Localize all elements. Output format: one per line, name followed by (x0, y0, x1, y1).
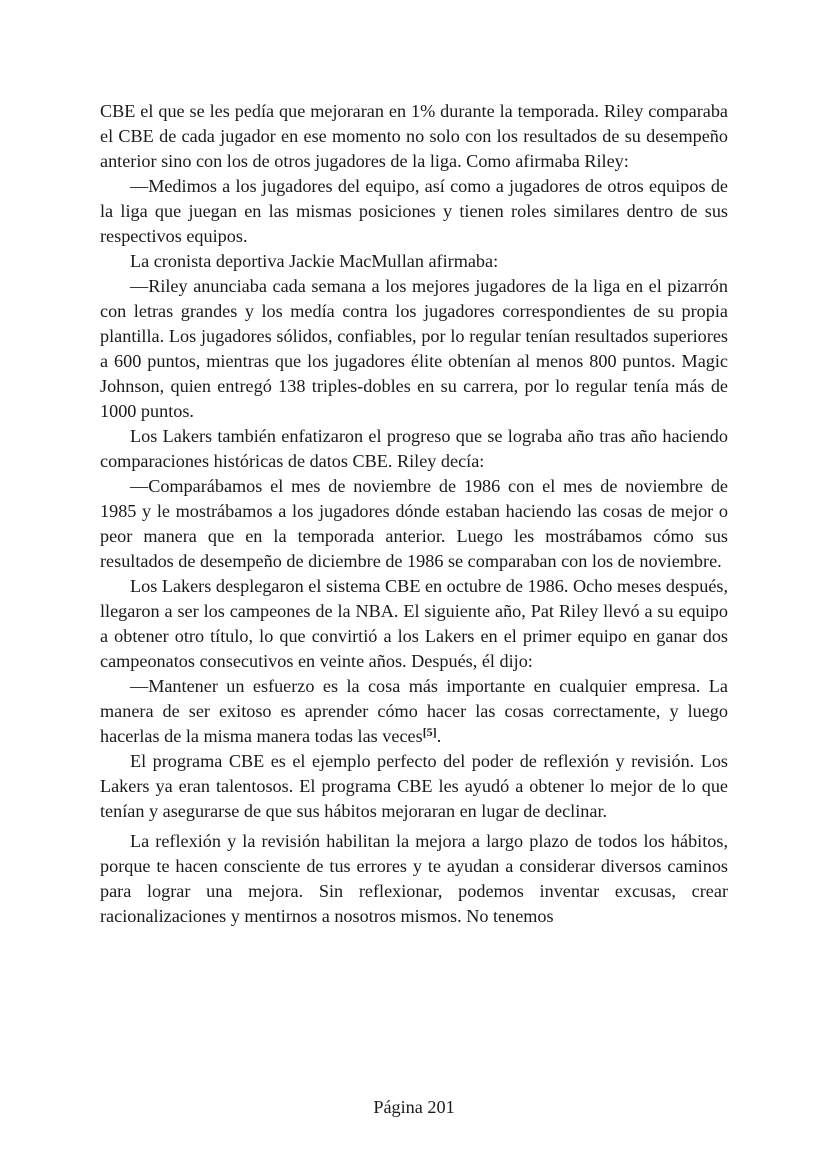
quote-paragraph: —Riley anunciaba cada semana a los mejores jugadores de la liga en el pizarrón con letras grandes y los medía contra los jugadores correspondientes de su propia plantilla. Los jugadores sólidos, confiables, por lo regular tenían resultados superiores a 600 puntos, mientras que los jugadores élite obtenían al menos 800 puntos. Magic Johnson, quien entregó 138 triples-dobles en su carrera, por lo regular tenía más de 1000 puntos. (100, 276, 728, 421)
quote-paragraph: —Comparábamos el mes de noviembre de 1986 con el mes de noviembre de 1985 y le mostrábamos a los jugadores dónde estaban haciendo las cosas de mejor o peor manera que en la temporada anterior. Luego les mostrábamos cómo sus resultados de desempeño de diciembre de 1986 se comparaban con los de noviembre. (100, 476, 728, 571)
quote-paragraph: —Medimos a los jugadores del equipo, así como a jugadores de otros equipos de la liga que juegan en las mismas posiciones y tienen roles similares dentro de sus respectivos equipos. (100, 176, 728, 246)
paragraph: La cronista deportiva Jackie MacMullan afirmaba: (130, 251, 499, 271)
footnote-tail: . (436, 726, 442, 746)
footnote-reference[interactable]: [5] (422, 725, 437, 739)
paragraph: Los Lakers desplegaron el sistema CBE en octubre de 1986. Ocho meses después, llegaron a ser los campeones de la NBA. El siguiente año, Pat Riley llevó a su equipo a obtener otro título, lo que convirtió a los Lakers en el primer equipo en ganar dos campeonatos consecutivos en veinte años. Después, él dijo: (100, 576, 729, 671)
paragraph: Los Lakers también enfatizaron el progreso que se lograba año tras año haciendo comparaciones históricas de datos CBE. Riley decía: (100, 426, 728, 471)
paragraph: El programa CBE es el ejemplo perfecto del poder de reflexión y revisión. Los Lakers ya eran talentosos. El programa CBE les ayudó a obtener lo mejor de lo que tenían y asegurarse de que sus hábitos mejoraran en lugar de declinar. (100, 751, 728, 821)
quote-paragraph (100, 674, 728, 749)
quote-text: —Mantener un esfuerzo es la cosa más importante en cualquier empresa. La manera de ser exitoso es aprender cómo hacer las cosas correctamente, y luego hacerlas de la misma manera todas las veces (100, 676, 728, 746)
paragraph: CBE el que se les pedía que mejoraran en 1% durante la temporada. Riley comparaba el CBE de cada jugador en ese momento no solo con los resultados de su desempeño anterior sino con los de otros jugadores de la liga. Como afirmaba Riley: (100, 101, 728, 171)
page-number: Página 201 (373, 1097, 455, 1117)
body-text (100, 99, 728, 929)
paragraph: La reflexión y la revisión habilitan la mejora a largo plazo de todos los hábitos, porque te hacen consciente de tus errores y te ayudan a considerar diversos caminos para lograr una mejora. Sin reflexionar, podemos inventar excusas, crear racionalizaciones y mentirnos a nosotros mismos. No tenemos (100, 831, 728, 926)
